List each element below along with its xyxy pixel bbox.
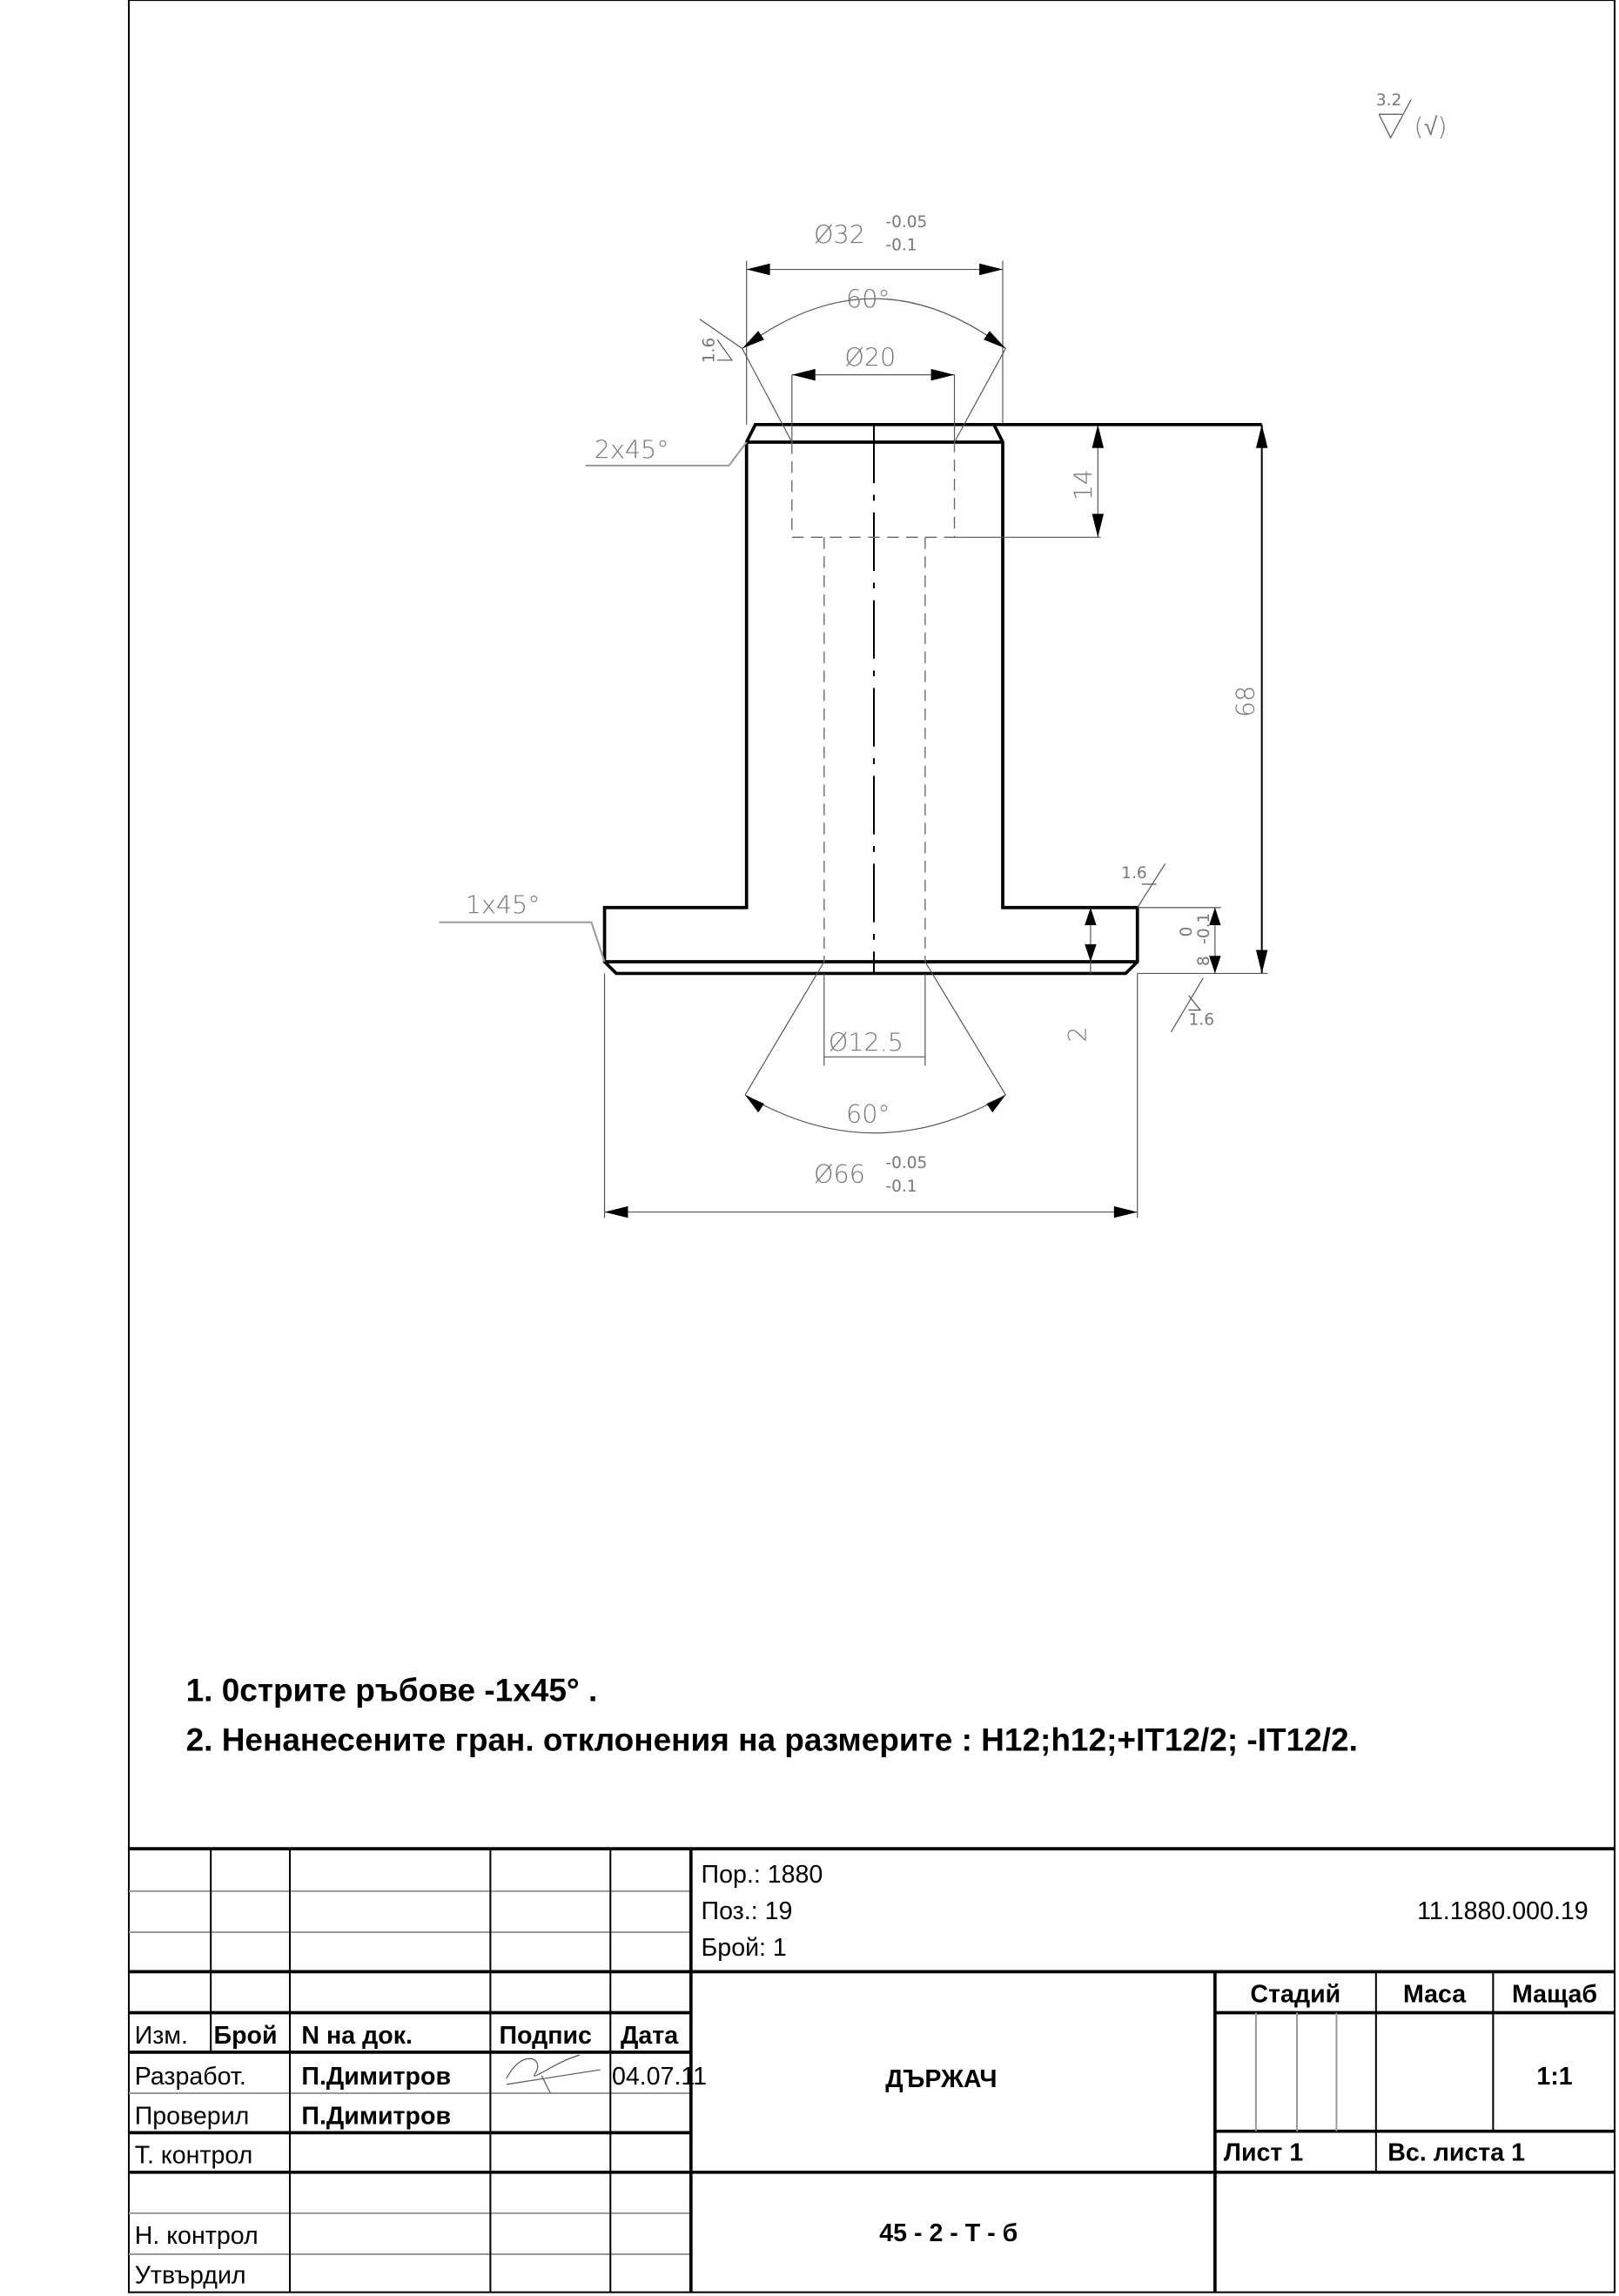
svg-text:Разработ.: Разработ. (134, 2062, 246, 2091)
drawing-number: 11.1880.000.19 (1417, 1897, 1589, 1925)
dimension-8 (1138, 908, 1221, 974)
roughness-top (700, 319, 742, 363)
svg-text:Вс. листа 1: Вс. листа 1 (1387, 2138, 1526, 2167)
roughness-value: 3.2 (1375, 91, 1402, 111)
svg-text:N на док.: N на док. (301, 2021, 413, 2050)
d32-upper-tol: -0.05 (885, 212, 928, 232)
svg-text:Лист 1: Лист 1 (1223, 2138, 1304, 2167)
svg-text:-0.1: -0.1 (1195, 912, 1214, 944)
broy-field: Брой: 1 (701, 1933, 787, 1962)
svg-text:Дата: Дата (621, 2021, 679, 2050)
d20-label: Ø20 (844, 342, 897, 373)
svg-text:8: 8 (1195, 956, 1214, 967)
d32-label: Ø32 (814, 219, 865, 250)
signature (507, 2055, 601, 2093)
chamfer-bottom-label: 1x45° (465, 890, 541, 920)
title-block (135, 1861, 1597, 2290)
svg-text:1.6: 1.6 (700, 337, 719, 364)
roughness-paren: (√) (1414, 111, 1448, 141)
dimension-68 (994, 425, 1267, 974)
dimension-angle-bottom (745, 1095, 1005, 1133)
roughness-flange (1121, 863, 1214, 1031)
dimension-angle-top (742, 284, 1006, 348)
svg-text:2: 2 (1062, 1026, 1092, 1043)
angle-bottom-label: 60° (846, 1098, 890, 1129)
d12-5-label: Ø12.5 (828, 1027, 904, 1057)
svg-text:Изм.: Изм. (134, 2021, 188, 2050)
h68-label: 68 (1231, 685, 1261, 718)
poz-field: Поз.: 19 (701, 1897, 793, 1925)
d32-lower-tol: -0.1 (885, 236, 917, 255)
svg-text:Проверил: Проверил (134, 2102, 250, 2131)
svg-text:Мащаб: Мащаб (1511, 1980, 1598, 2009)
svg-text:-0.1: -0.1 (885, 1178, 917, 1197)
svg-text:Утвърдил: Утвърдил (134, 2261, 246, 2290)
svg-text:0: 0 (1177, 926, 1196, 937)
chamfer-top-label: 2x45° (594, 434, 669, 465)
dimension-d66 (605, 973, 1138, 1218)
scale-value: 1:1 (1536, 2062, 1573, 2091)
angle-top-label: 60° (846, 284, 890, 314)
chamfer-bottom-leader (440, 890, 605, 962)
part-outline (605, 425, 1138, 974)
svg-text:1.6: 1.6 (1188, 1010, 1214, 1030)
svg-text:Брой: Брой (213, 2021, 278, 2050)
svg-text:Стадий: Стадий (1250, 1980, 1341, 2009)
general-roughness-symbol (1376, 91, 1448, 141)
svg-text:Н. контрол: Н. контрол (134, 2222, 259, 2251)
svg-text:Т. контрол: Т. контрол (134, 2141, 253, 2170)
material: 45 - 2 - Т - б (879, 2219, 1018, 2247)
svg-text:04.07.11: 04.07.11 (611, 2062, 708, 2091)
part-name: ДЪРЖАЧ (885, 2065, 998, 2094)
svg-text:-0.05: -0.05 (885, 1154, 928, 1173)
note-2: 2. Ненанесените гран. отклонения на размерите : H12;h12;+IT12/2; -IT12/2. (185, 1722, 1358, 1758)
chamfer-top-leader (586, 434, 747, 465)
dimension-d32 (747, 213, 1003, 425)
svg-text:П.Димитров: П.Димитров (301, 2062, 452, 2091)
h14-label: 14 (1068, 468, 1098, 501)
note-1: 1. 0стрите ръбове -1x45° . (185, 1672, 598, 1709)
dimension-d12-5 (824, 973, 925, 1065)
svg-text:П.Димитров: П.Димитров (301, 2102, 452, 2131)
svg-text:Подпис: Подпис (499, 2021, 592, 2050)
svg-text:1.6: 1.6 (1121, 864, 1147, 883)
d66-label: Ø66 (814, 1158, 865, 1189)
svg-text:Маса: Маса (1403, 1980, 1467, 2009)
por-field: Пор.: 1880 (701, 1860, 823, 1889)
